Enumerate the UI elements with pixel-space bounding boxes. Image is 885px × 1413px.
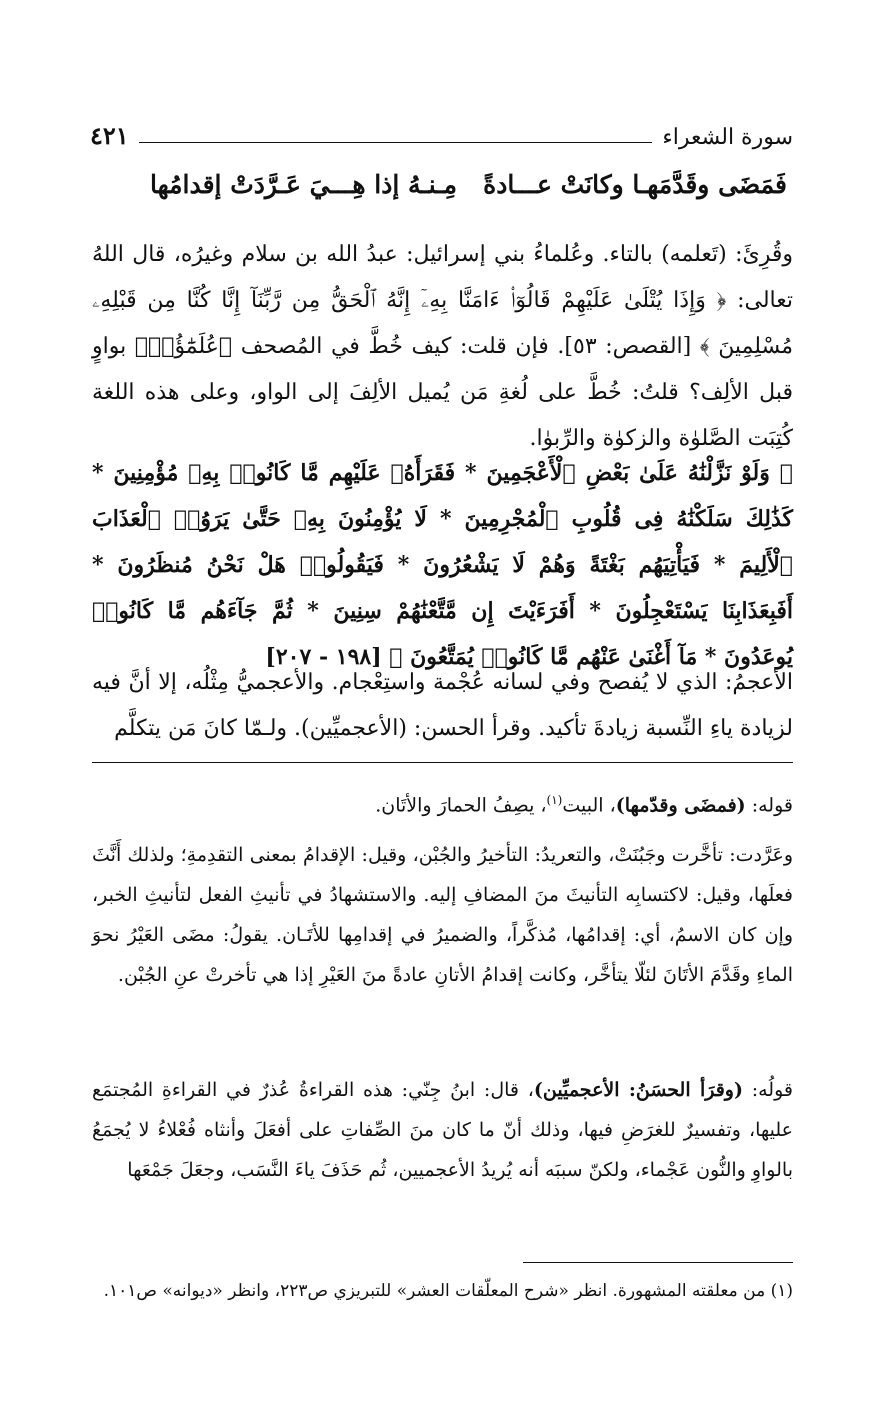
quran-passage: ﴿ وَلَوْ نَزَّلْنَٰهُ عَلَىٰ بَعْضِ ٱلْأَعْجَمِينَ * فَقَرَأَهُۥ عَلَيْهِم مَّا كَانُوا۟ بِهِۦ مُؤْمِنِينَ * كَذَٰلِكَ سَلَكْنَٰهُ فِى قُلُوبِ ٱلْمُجْرِمِينَ * لَا يُؤْمِنُونَ بِهِۦ حَتَّىٰ يَرَوُا۟ ٱلْعَذَابَ ٱلْأَلِيمَ * فَيَأْتِيَهُم بَغْتَةً وَهُمْ لَا يَشْعُرُونَ * فَيَقُولُوا۟ هَلْ نَحْنُ مُنظَرُونَ * أَفَبِعَذَابِنَا يَسْتَعْجِلُونَ * أَفَرَءَيْتَ إِن مَّتَّعْنَٰهُمْ سِنِينَ * ثُمَّ جَآءَهُم مَّا كَانُوا۟ يُوعَدُونَ * مَآ أَغْنَىٰ عَنْهُم مَّا كَانُوا۟ يُمَتَّعُونَ ﴾ [١٩٨ - ٢٠٧] [92,460,793,670]
surah-title: سورة الشعراء [662,125,793,150]
commentary-1-lead: قوله: [745,794,793,817]
commentary-2: وعَرَّدت: تأخَّرت وجَبُنَتْ، والتعريدُ: التأخيرُ والجُبْن، وقيل: الإقدامُ بمعنى التقدِمةِ؛ ولذلك أَنَّثَ فعلَها، وقيل: لاكتسابِه التأنيثَ منَ المضافِ إليه. والاستشهادُ في تأنيثِ الفعل لتأنيثِ الخبر، وإن كان الاسمُ، أي: إقدامُها، مُذكَّراً، والضميرُ في إقدامِها للأتَـان. يقولُ: مضَى العَيْرُ نحوَ الماءِ وقَدَّمَ الأتَانَ لئلّا يتأخَّر، وكانت إقدامُ الأتانِ عادةً منَ العَيْرِ إذا هي تأخرتْ عنِ الجُبْن. [92,844,793,986]
commentary-3-lead: قولُه: [742,1079,793,1101]
commentary-1-end: ، يصِفُ الحمارَ والأتَان. [375,794,547,817]
commentary-1 [92,780,793,825]
main-paragraph-2: الأعجمُ: الذي لا يُفصح وفي لسانه عُجْمة واستِعْجام. والأعجميُّ مِثْلُه، إلا أنَّ فيه لزيادة ياءِ النِّسبة زيادةَ تأكيد. وقرأ الحسن: (الأعجميِّين). ولـمّا كانَ مَن يتكلَّم [92,670,793,741]
main-paragraph-1: وقُرِئَ: (تَعلمه) بالتاء. وعُلماءُ بني إسرائيل: عبدُ الله بن سلام وغيرُه، قال اللهُ تعالى: ﴿ وَإِذَا يُتْلَىٰ عَلَيْهِمْ قَالُوٓا۟ ءَامَنَّا بِهِۦٓ إِنَّهُ ٱلْحَقُّ مِن رَّبِّنَآ إِنَّا كُنَّا مِن قَبْلِهِۦ مُسْلِمِينَ ﴾ [القصص: ٥٣]. فإن قلت: كيف خُطَّ في المُصحف ﴿عُلَمَٰٓؤُا۟﴾ بواوٍ قبل الألِف؟ قلتُ: خُطَّ على لُغةِ مَن يُميل الألِفَ إلى الواو، وعلى هذه اللغة كُتِبَت الصَّلوٰة والزكوٰة والرِّبوٰا. [92,242,793,451]
commentary-1-quote: (فمضَى وقدّمها) [615,794,746,817]
commentary-3-text: ، قال: ابنُ جِنّي: هذه القراءةُ عُذرٌ في القراءةِ المُجتمَع عليها، وتفسيرٌ للغرَضِ فيها، وذلك أنّ ما كان منَ الصِّفاتِ على أفعَلَ وأنثاه فُعْلاءُ لا يُجمَعُ بالواوِ والنُّون عَجْماء، ولكنّ سببَه أنه يُريدُ الأعجميين، ثُم حَذَفَ ياءَ النَّسَب، وجعَلَ جَمْعَها [92,1079,793,1181]
page-number: ٤٢١ [90,121,129,150]
footnote: (١) من معلقته المشهورة. انظر «شرح المعلّقات العشر» للتبريزي ص٢٢٣، وانظر «ديوانه» ص١٠١. [103,1281,793,1301]
page-header [90,110,793,150]
poetry-verse [150,170,787,199]
commentary-1-text: ، البيت [562,794,616,817]
commentary-3-quote: (وقرَأ الحسَنُ: الأعجميِّين) [533,1079,743,1101]
verse-right-hemistich: فَمَضَى وقَدَّمَهـا وكانَتْ عـــادةً [483,170,787,199]
commentary-3 [92,1070,793,1190]
verse-left-hemistich: مِـنـهُ إذا هِـــيَ عَـرَّدَتْ إقدامُها [150,170,458,199]
footnote-rule [523,1262,793,1263]
commentary-divider [92,762,793,763]
header-rule [139,142,653,143]
footnote-ref[interactable]: (١) [546,793,563,807]
